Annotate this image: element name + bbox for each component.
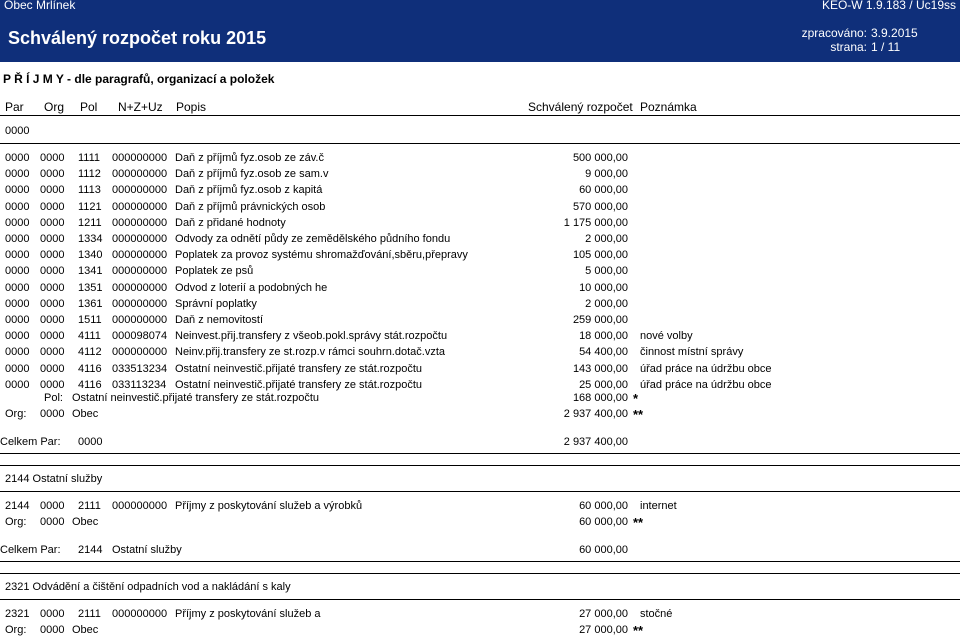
header-divider xyxy=(0,115,960,116)
group3-header xyxy=(0,581,960,595)
cell-par: 0000 xyxy=(5,282,30,294)
cell-amount: 500 000,00 xyxy=(572,152,628,164)
page-title: Schválený rozpočet roku 2015 xyxy=(8,28,267,48)
cell-amount: 25 000,00 xyxy=(579,379,628,391)
group3-divider xyxy=(0,599,960,600)
cell-par: 0000 xyxy=(5,152,30,164)
cell-desc: Správní poplatky xyxy=(175,298,257,310)
cell-par: 0000 xyxy=(5,217,30,229)
cell-pol: 1121 xyxy=(78,201,102,213)
cell-pol: 1112 xyxy=(78,168,101,180)
group3-title: 2321 Odvádění a čištění odpadních vod a nakládání s kaly xyxy=(5,581,291,593)
cell-org: 0000 xyxy=(40,330,65,342)
cell-par: 0000 xyxy=(5,249,30,261)
cell-par: 0000 xyxy=(5,201,30,213)
cell-amount: 27 000,00 xyxy=(579,608,628,620)
cell-par: 0000 xyxy=(5,379,30,391)
cell-code: 000000000 xyxy=(112,314,168,326)
col-desc: Popis xyxy=(176,100,207,114)
org-star: ** xyxy=(633,407,644,422)
pol-subtotal xyxy=(0,392,960,406)
org-label: Org: xyxy=(5,624,27,636)
org-star: ** xyxy=(633,623,644,638)
cell-amount: 9 000,00 xyxy=(585,168,628,180)
cell-pol: 1511 xyxy=(78,314,102,326)
total-label: Celkem Par: xyxy=(0,544,61,556)
cell-pol: 1111 xyxy=(78,152,101,164)
cell-code: 000000000 xyxy=(112,217,168,229)
group2-header xyxy=(0,473,960,487)
table-row xyxy=(0,249,960,263)
pol-desc: Ostatní neinvestič.přijaté transfery ze stát.rozpočtu xyxy=(72,392,320,404)
cell-desc: Ostatní neinvestič.přijaté transfery ze stát.rozpočtu xyxy=(175,363,423,375)
org-amount: 60 000,00 xyxy=(579,516,628,528)
cell-code: 000000000 xyxy=(112,201,168,213)
top-bar xyxy=(0,0,960,12)
cell-desc: Daň z nemovitostí xyxy=(175,314,264,326)
cell-desc: Poplatek ze psů xyxy=(175,265,254,277)
table-row xyxy=(0,201,960,215)
cell-par: 0000 xyxy=(5,168,30,180)
table-row xyxy=(0,265,960,279)
cell-desc: Příjmy z poskytování služeb a výrobků xyxy=(175,500,363,512)
cell-pol: 2111 xyxy=(78,500,101,512)
pol-star: * xyxy=(633,391,639,406)
cell-code: 000000000 xyxy=(112,168,168,180)
cell-pol: 1351 xyxy=(78,282,103,294)
cell-note: činnost místní správy xyxy=(640,346,744,358)
cell-org: 0000 xyxy=(40,184,65,196)
table-row xyxy=(0,330,960,344)
org-subtotal xyxy=(0,408,960,422)
cell-par: 0000 xyxy=(5,233,30,245)
group-code: 0000 xyxy=(5,125,30,137)
cell-desc: Příjmy z poskytování služeb a xyxy=(175,608,321,620)
col-nz: N+Z+Uz xyxy=(118,100,163,114)
table-row xyxy=(0,298,960,312)
cell-pol: 1113 xyxy=(78,184,101,196)
cell-amount: 60 000,00 xyxy=(579,184,628,196)
processed-date xyxy=(792,26,918,40)
cell-code: 000000000 xyxy=(112,298,168,310)
cell-desc: Daň z přidané hodnoty xyxy=(175,217,286,229)
cell-amount: 2 000,00 xyxy=(585,298,628,310)
org-subtotal xyxy=(0,624,960,638)
cell-note: internet xyxy=(640,500,677,512)
org-label: Org: xyxy=(5,408,27,420)
cell-par: 2321 xyxy=(5,608,30,620)
table-row xyxy=(0,314,960,328)
group2-top-line xyxy=(0,465,960,466)
cell-code: 000000000 xyxy=(112,265,168,277)
processed-label: zpracováno: xyxy=(801,26,867,40)
cell-org: 0000 xyxy=(40,608,65,620)
cell-code: 000000000 xyxy=(112,608,168,620)
cell-par: 0000 xyxy=(5,330,30,342)
org-name: Obec xyxy=(72,408,99,420)
total-amount: 2 937 400,00 xyxy=(563,436,628,448)
cell-pol: 2111 xyxy=(78,608,101,620)
cell-org: 0000 xyxy=(40,265,65,277)
cell-code: 000000000 xyxy=(112,152,168,164)
org-star: ** xyxy=(633,515,644,530)
table-row xyxy=(0,282,960,296)
table-row xyxy=(0,363,960,377)
table-row xyxy=(0,379,960,393)
section-title: P Ř Í J M Y - dle paragrafů, organizací a položek xyxy=(3,72,275,86)
cell-pol: 4116 xyxy=(78,363,102,375)
cell-amount: 570 000,00 xyxy=(572,201,628,213)
cell-note: úřad práce na údržbu obce xyxy=(640,363,772,375)
par-total xyxy=(0,436,960,450)
cell-pol: 1340 xyxy=(78,249,103,261)
cell-amount: 259 000,00 xyxy=(572,314,628,326)
cell-pol: 1361 xyxy=(78,298,103,310)
col-amount: Schválený rozpočet xyxy=(528,100,633,114)
cell-pol: 4111 xyxy=(78,330,101,342)
cell-code: 000000000 xyxy=(112,346,168,358)
table-row xyxy=(0,608,960,622)
cell-desc: Daň z příjmů fyz.osob ze záv.č xyxy=(175,152,324,164)
page-label: strana: xyxy=(830,40,867,54)
cell-note: stočné xyxy=(640,608,673,620)
cell-desc: Daň z příjmů fyz.osob ze sam.v xyxy=(175,168,329,180)
cell-code: 000098074 xyxy=(112,330,168,342)
cell-amount: 10 000,00 xyxy=(579,282,628,294)
cell-org: 0000 xyxy=(40,217,65,229)
cell-desc: Daň z příjmů právnických osob xyxy=(175,201,326,213)
page-value: 1 / 11 xyxy=(871,40,901,54)
total-divider xyxy=(0,561,960,562)
total-divider xyxy=(0,453,960,454)
cell-amount: 18 000,00 xyxy=(579,330,628,342)
cell-org: 0000 xyxy=(40,500,65,512)
cell-amount: 105 000,00 xyxy=(572,249,628,261)
org-code: 0000 xyxy=(40,516,65,528)
cell-amount: 5 000,00 xyxy=(585,265,628,277)
cell-pol: 1334 xyxy=(78,233,103,245)
cell-par: 0000 xyxy=(5,314,30,326)
cell-desc: Neinvest.přij.transfery z všeob.pokl.správy stát.rozpočtu xyxy=(175,330,448,342)
total-label: Celkem Par: xyxy=(0,436,61,448)
cell-org: 0000 xyxy=(40,282,65,294)
cell-org: 0000 xyxy=(40,249,65,261)
cell-org: 0000 xyxy=(40,379,65,391)
cell-amount: 60 000,00 xyxy=(579,500,628,512)
table-row xyxy=(0,184,960,198)
pol-label: Pol: xyxy=(44,392,63,404)
cell-pol: 1341 xyxy=(78,265,103,277)
cell-org: 0000 xyxy=(40,152,65,164)
cell-amount: 54 400,00 xyxy=(579,346,628,358)
col-pol: Pol xyxy=(80,100,98,114)
org-code: 0000 xyxy=(40,408,65,420)
org-amount: 2 937 400,00 xyxy=(563,408,628,420)
org-name: Obec xyxy=(72,624,99,636)
pol-amount: 168 000,00 xyxy=(572,392,628,404)
cell-amount: 143 000,00 xyxy=(572,363,628,375)
cell-desc: Daň z příjmů fyz.osob z kapitá xyxy=(175,184,323,196)
cell-desc: Ostatní neinvestič.přijaté transfery ze stát.rozpočtu xyxy=(175,379,423,391)
cell-org: 0000 xyxy=(40,363,65,375)
software-version: KEO-W 1.9.183 / Uc19ss xyxy=(821,0,956,12)
table-row xyxy=(0,346,960,360)
org-label: Org: xyxy=(5,516,27,528)
cell-desc: Odvod z loterií a podobných he xyxy=(175,282,328,294)
cell-org: 0000 xyxy=(40,168,65,180)
cell-pol: 1211 xyxy=(78,217,102,229)
total-code: 0000 xyxy=(78,436,103,448)
title-bar xyxy=(0,12,960,62)
cell-org: 0000 xyxy=(40,346,65,358)
group2-divider xyxy=(0,491,960,492)
group3-top-line xyxy=(0,573,960,574)
table-row xyxy=(0,233,960,247)
cell-amount: 2 000,00 xyxy=(585,233,628,245)
cell-code: 000000000 xyxy=(112,233,168,245)
cell-org: 0000 xyxy=(40,314,65,326)
cell-pol: 4116 xyxy=(78,379,102,391)
cell-par: 0000 xyxy=(5,184,30,196)
org-name: Obec xyxy=(72,516,99,528)
group-divider xyxy=(0,143,960,144)
cell-par: 0000 xyxy=(5,298,30,310)
table-row xyxy=(0,152,960,166)
table-row xyxy=(0,217,960,231)
cell-code: 033113234 xyxy=(112,379,167,391)
cell-pol: 4112 xyxy=(78,346,102,358)
cell-note: úřad práce na údržbu obce xyxy=(640,379,772,391)
municipality-name: Obec Mrlínek xyxy=(4,0,76,12)
cell-desc: Odvody za odnětí půdy ze zemědělského půdního fondu xyxy=(175,233,451,245)
page-number xyxy=(792,40,900,54)
total-amount: 60 000,00 xyxy=(579,544,628,556)
cell-code: 000000000 xyxy=(112,249,168,261)
col-org: Org xyxy=(44,100,65,114)
total-name: Ostatní služby xyxy=(112,544,182,556)
col-note: Poznámka xyxy=(640,100,697,114)
cell-par: 0000 xyxy=(5,363,30,375)
cell-par: 0000 xyxy=(5,346,30,358)
cell-amount: 1 175 000,00 xyxy=(563,217,628,229)
table-row xyxy=(0,168,960,182)
table-row xyxy=(0,500,960,514)
cell-code: 000000000 xyxy=(112,282,168,294)
cell-org: 0000 xyxy=(40,201,65,213)
total-code: 2144 xyxy=(78,544,103,556)
cell-par: 2144 xyxy=(5,500,30,512)
cell-org: 0000 xyxy=(40,233,65,245)
cell-note: nové volby xyxy=(640,330,693,342)
cell-code: 033513234 xyxy=(112,363,168,375)
cell-desc: Neinv.přij.transfery ze st.rozp.v rámci souhrn.dotač.vzta xyxy=(175,346,446,358)
cell-code: 000000000 xyxy=(112,500,168,512)
cell-code: 000000000 xyxy=(112,184,168,196)
org-code: 0000 xyxy=(40,624,65,636)
cell-par: 0000 xyxy=(5,265,30,277)
group2-title: 2144 Ostatní služby xyxy=(5,473,103,485)
col-par: Par xyxy=(5,100,24,114)
group-label xyxy=(0,125,960,139)
processed-value: 3.9.2015 xyxy=(871,26,918,40)
org-subtotal xyxy=(0,516,960,530)
cell-desc: Poplatek za provoz systému shromažďování,sběru,přepravy xyxy=(175,249,468,261)
par-total xyxy=(0,544,960,558)
org-amount: 27 000,00 xyxy=(579,624,628,636)
cell-org: 0000 xyxy=(40,298,65,310)
